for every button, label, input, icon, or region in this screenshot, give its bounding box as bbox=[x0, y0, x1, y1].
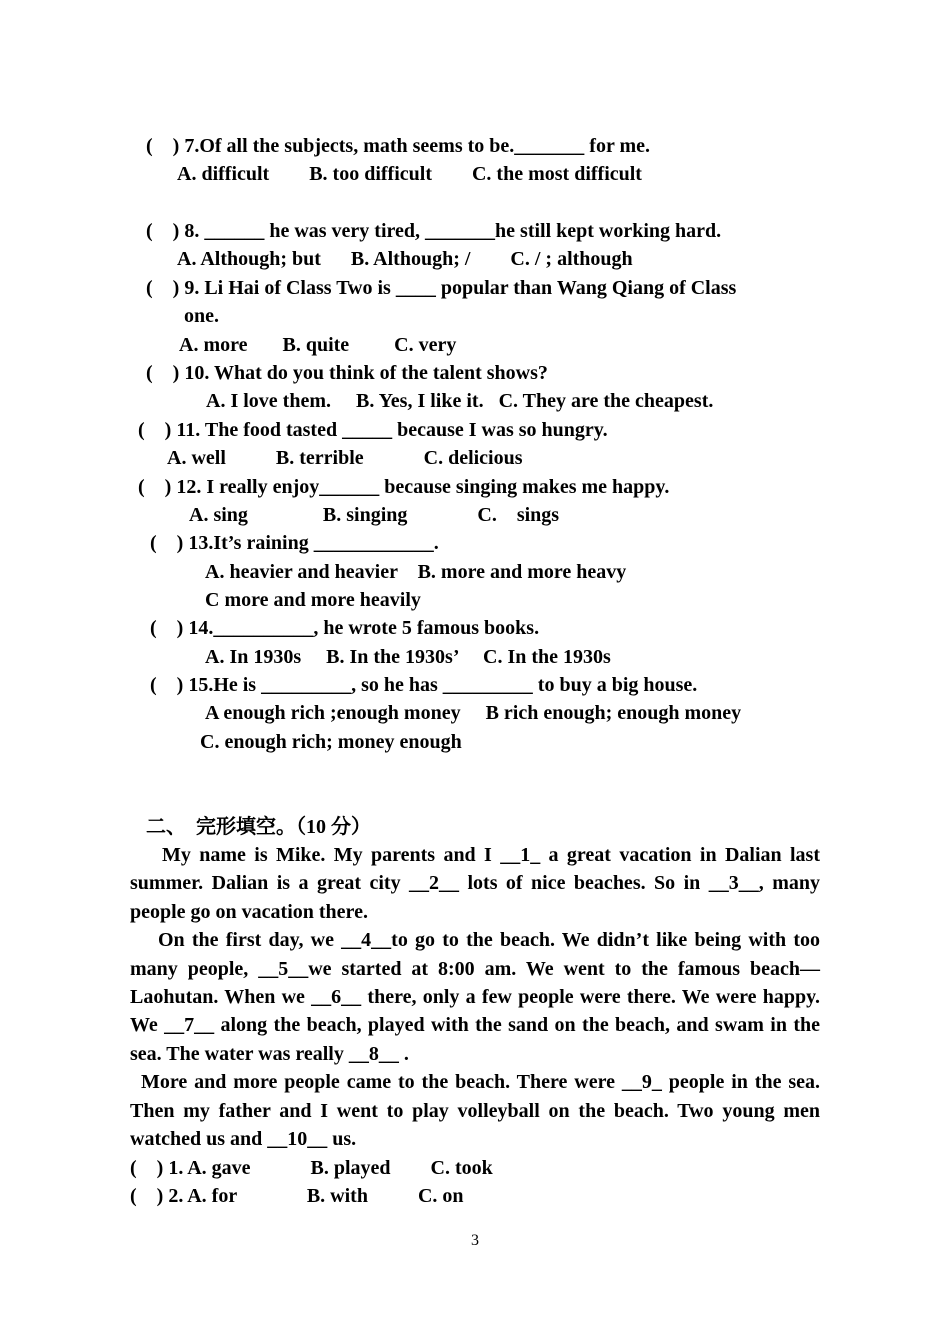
q12-options: A. sing B. singing C. sings bbox=[189, 504, 560, 526]
q12-stem: ( ) 12. I really enjoy______ because singing makes me happy. bbox=[138, 476, 670, 498]
section2-heading: 二、 完形填空。（10 分） bbox=[146, 816, 371, 838]
q9-options: A. more B. quite C. very bbox=[179, 334, 457, 356]
q11-options: A. well B. terrible C. delicious bbox=[167, 447, 523, 469]
q13-options-continued: C more and more heavily bbox=[205, 589, 421, 611]
cloze-paragraph-1: My name is Mike. My parents and I __1_ a great vacation in Dalian last summer. Dalian is a great city __2__ lots of nice beaches. So in __3__, many people go on vacation there. bbox=[130, 844, 820, 923]
q15-options-continued: C. enough rich; money enough bbox=[200, 731, 462, 753]
q13-stem: ( ) 13.It’s raining ____________. bbox=[150, 532, 439, 554]
q9-stem-continued: one. bbox=[184, 305, 219, 327]
q7-options: A. difficult B. too difficult C. the most difficult bbox=[177, 163, 642, 185]
page-number: 3 bbox=[471, 1232, 479, 1249]
q9-stem: ( ) 9. Li Hai of Class Two is ____ popular than Wang Qiang of Class bbox=[146, 277, 737, 299]
q13-options: A. heavier and heavier B. more and more heavy bbox=[205, 561, 627, 583]
cloze-item-2: ( ) 2. A. for B. with C. on bbox=[130, 1185, 464, 1207]
cloze-item-1: ( ) 1. A. gave B. played C. took bbox=[130, 1157, 493, 1179]
q11-stem: ( ) 11. The food tasted _____ because I was so hungry. bbox=[138, 419, 608, 441]
cloze-passage bbox=[130, 841, 820, 1153]
q14-stem: ( ) 14.__________, he wrote 5 famous books. bbox=[150, 617, 540, 639]
q15-options: A enough rich ;enough money B rich enough; enough money bbox=[205, 702, 742, 724]
cloze-paragraph-2: On the first day, we __4__to go to the beach. We didn’t like being with too many people, __5__we started at 8:00 am. We went to the famous beach—Laohutan. When we __6__ there, only a few people were there. We were happy. We __7__ along the beach, played with the sand on the beach, and swam in the sea. The water was really __8__ . bbox=[130, 929, 820, 1065]
cloze-paragraph-3: More and more people came to the beach. There were __9_ people in the sea. Then my father and I went to play volleyball on the beach. Two young men watched us and __10__ us. bbox=[130, 1071, 820, 1151]
q10-options: A. I love them. B. Yes, I like it. C. They are the cheapest. bbox=[206, 390, 714, 412]
q7-stem: ( ) 7.Of all the subjects, math seems to be._______ for me. bbox=[146, 135, 650, 157]
q8-stem: ( ) 8. ______ he was very tired, _______he still kept working hard. bbox=[146, 220, 722, 242]
q10-stem: ( ) 10. What do you think of the talent shows? bbox=[146, 362, 548, 384]
q14-options: A. In 1930s B. In the 1930s’ C. In the 1930s bbox=[205, 646, 611, 668]
q15-stem: ( ) 15.He is _________, so he has _________ to buy a big house. bbox=[150, 674, 698, 696]
q8-options: A. Although; but B. Although; / C. / ; although bbox=[177, 248, 633, 270]
